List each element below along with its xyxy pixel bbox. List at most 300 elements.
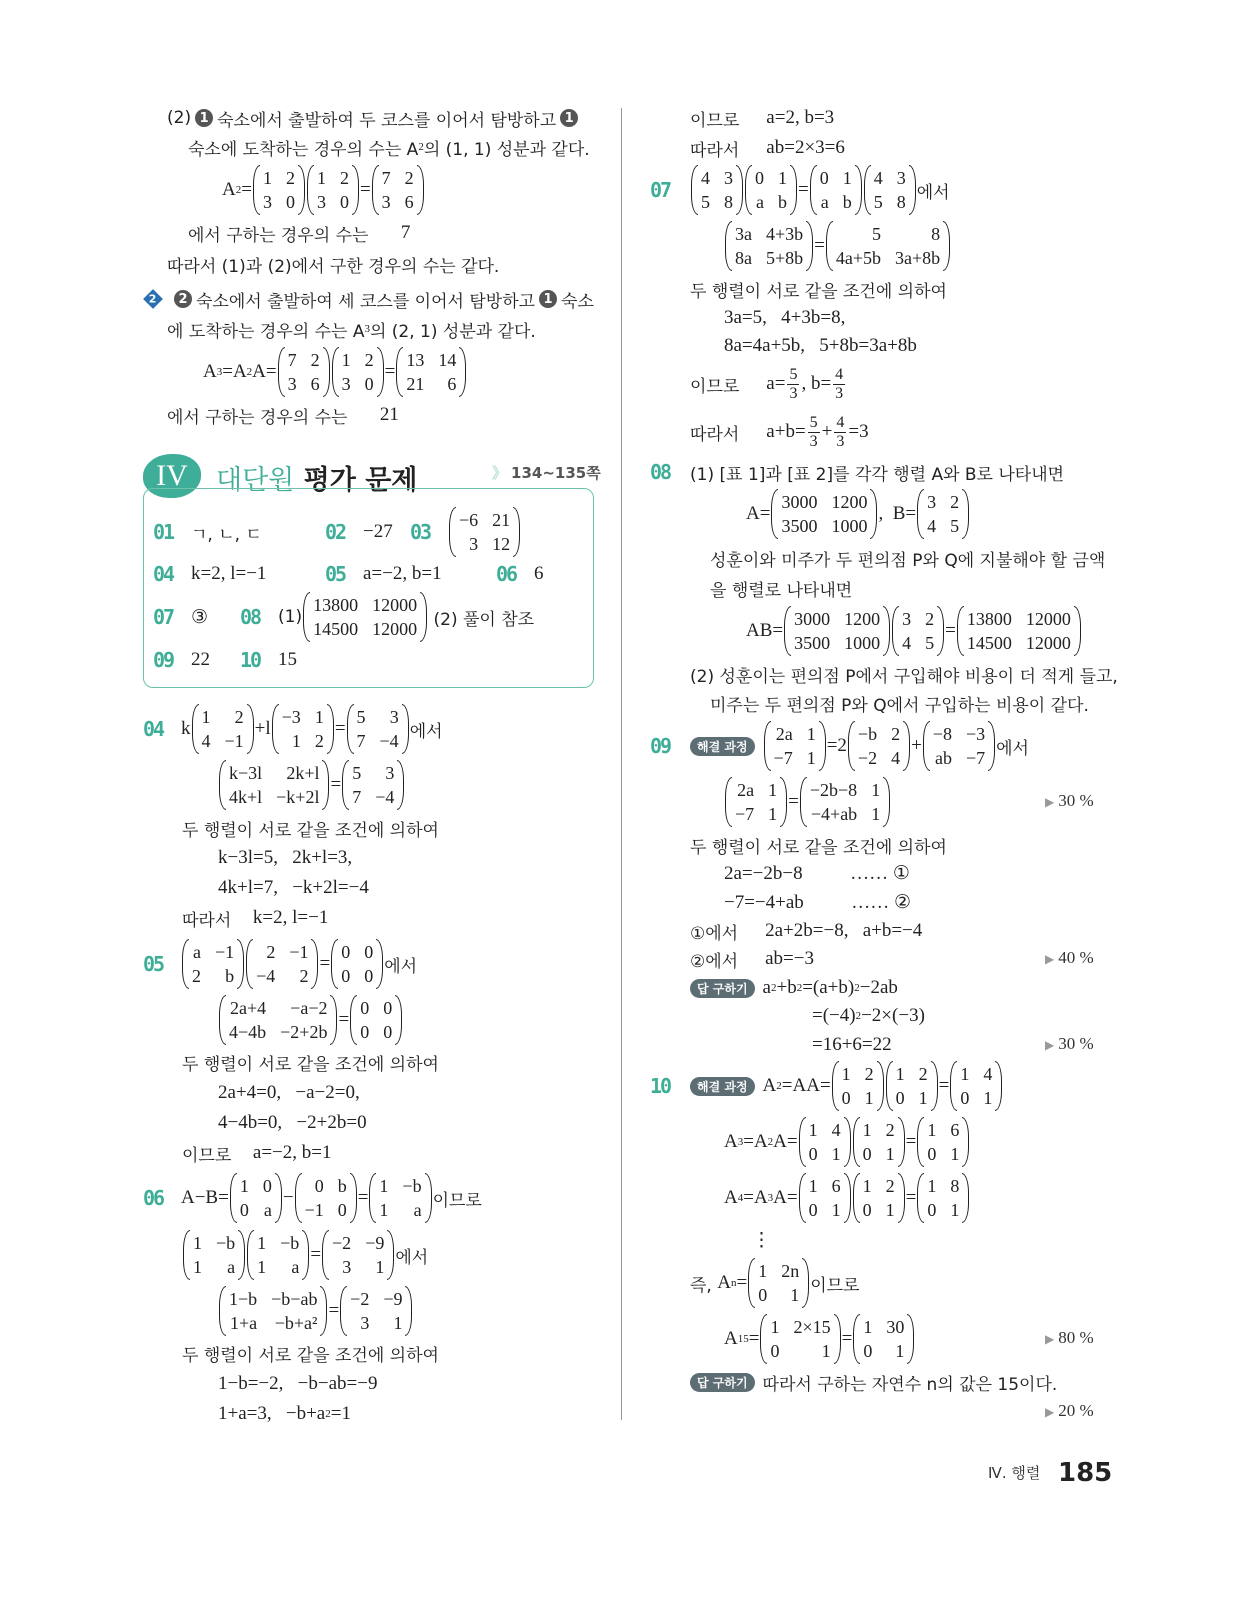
text: 이므로 (690, 110, 767, 131)
matrix-cell: 1 (864, 1088, 874, 1108)
matrix-cell: 7 (381, 168, 391, 188)
text: 두 행렬이 서로 같을 조건에 의하여 (182, 1345, 439, 1366)
matrix-cell: −k+2l (276, 787, 320, 807)
left-paren (322, 1230, 329, 1280)
math-text: 3a=5, 4+3b=8, (724, 307, 846, 328)
right-paren (323, 347, 330, 397)
denominator: 3 (835, 384, 844, 402)
right-paren (883, 606, 890, 656)
matrix-cell: 3 (389, 707, 399, 727)
matrix-cell: 12000 (372, 619, 418, 639)
matrix-cell: 4 (873, 168, 883, 188)
matrix (247, 1230, 309, 1280)
step-badge: 답 구하기 (690, 1373, 755, 1392)
right-paren (237, 939, 244, 989)
matrix-cell: 5 (352, 763, 362, 783)
math-text: = (241, 179, 252, 200)
matrix-cell: 2 (299, 966, 309, 986)
matrix-cells (379, 165, 417, 215)
matrix-cell: 3 (287, 374, 297, 394)
matrix-cells (314, 165, 352, 215)
matrix-cell: 1 (379, 1200, 389, 1220)
matrix (691, 165, 743, 215)
matrix-cell: 4 (831, 1120, 841, 1140)
matrix-cell: 3 (360, 1313, 370, 1333)
fraction (787, 366, 799, 403)
math-text: = (328, 1300, 340, 1321)
right-paren (397, 760, 404, 810)
text-line (724, 224, 951, 268)
left-paren (799, 1117, 806, 1167)
left-paren (917, 489, 924, 539)
left-paren (396, 347, 403, 397)
math-text: a=2, b=3 (766, 107, 835, 128)
math-text: 8a=4a+5b, 5+8b=3a+8b (724, 335, 917, 356)
matrix-cell: 1 (257, 1257, 267, 1277)
step-badge: 해결 과정 (690, 737, 755, 756)
matrix-cell: 1 (262, 168, 272, 188)
matrix-cells (279, 704, 327, 754)
math-text: 21 (379, 404, 399, 425)
matrix-cell: 8 (724, 192, 733, 212)
step-badge: 해결 과정 (690, 1077, 755, 1096)
left-paren (278, 347, 285, 397)
matrix-cell: 2 (891, 724, 901, 744)
math-text: A (724, 1328, 738, 1349)
left-paren (182, 939, 189, 989)
superscript: 3 (216, 366, 223, 378)
matrix-cell: 2 (885, 1176, 895, 1196)
matrix-cells (354, 704, 402, 754)
matrix-cell: 4a+5b (835, 248, 882, 268)
score-percent: ▶ 30 % (1045, 1034, 1094, 1054)
matrix-cell: 3 (927, 492, 937, 512)
problem-number: 06 (496, 562, 517, 586)
matrix (764, 721, 826, 771)
score-percent: ▶ 80 % (1045, 1328, 1094, 1348)
matrix-cell: 2 (266, 942, 276, 962)
right-paren (907, 1314, 914, 1364)
matrix-cell: 1 (393, 1313, 403, 1333)
math-text: −2ab (859, 977, 898, 998)
left-paren (192, 704, 199, 754)
math-text: 1+a=3, −b+a (218, 1403, 326, 1424)
matrix-cell: 1 (770, 1317, 780, 1337)
superscript: 2 (767, 1136, 774, 1148)
matrix-cell: 1 (918, 1088, 928, 1108)
text: 이므로 (810, 1275, 860, 1296)
text-line (746, 609, 1082, 653)
matrix-cells (285, 347, 323, 397)
text-line (182, 811, 439, 845)
matrix-cells (329, 1230, 387, 1280)
matrix-cell: 3 (342, 1257, 352, 1277)
right-paren (909, 165, 916, 215)
text-line (710, 686, 1089, 720)
matrix-cell: 14500 (966, 633, 1012, 653)
matrix (322, 1230, 394, 1280)
matrix-cell: 0 (819, 168, 829, 188)
matrix-cell: a (756, 192, 764, 212)
matrix-cell: 3a+8b (895, 248, 941, 268)
math-text: +b (776, 977, 797, 998)
matrix-cell: 3 (902, 609, 912, 629)
matrix-cells (349, 760, 397, 810)
text-line (746, 492, 970, 536)
right-paren (898, 1173, 905, 1223)
matrix-cell: 1 (862, 1176, 872, 1196)
right-paren (802, 1258, 809, 1308)
matrix-cells (338, 939, 376, 989)
left-paren (340, 1286, 347, 1336)
matrix-cells (226, 760, 322, 810)
right-paren (898, 1117, 905, 1167)
text-line (690, 131, 845, 165)
text: 숙소에서 출발하여 두 코스를 이어서 탐방하고 (217, 110, 557, 131)
matrix-cell: 1 (379, 1176, 389, 1196)
text-line (240, 643, 297, 677)
left-paren (950, 1061, 957, 1111)
matrix-cells (698, 165, 736, 215)
left-paren (826, 221, 833, 271)
matrix-cell: 21 (406, 374, 425, 394)
math-text: 4k+l=7, −k+2l=−4 (218, 877, 369, 898)
text-line (218, 1289, 413, 1333)
text-line (410, 510, 521, 554)
math-text: =A (222, 361, 247, 382)
left-paren (295, 1173, 302, 1223)
text: ②에서 (690, 951, 766, 972)
matrix (725, 221, 813, 271)
matrix-cell: 0 (770, 1341, 780, 1361)
text-line (218, 1106, 367, 1140)
text: 에서 (384, 956, 418, 977)
matrix (725, 777, 787, 827)
circled-number-icon: 1 (195, 109, 213, 127)
matrix (347, 704, 409, 754)
matrix-cell: 5+8b (766, 248, 804, 268)
matrix-cell: −7 (735, 804, 755, 824)
matrix-cells (860, 1117, 898, 1167)
matrix-cell: 2 (950, 492, 960, 512)
matrix-cell: 8a (735, 248, 752, 268)
matrix-cells (930, 721, 988, 771)
left-paren (748, 1258, 755, 1308)
right-paren (275, 1173, 282, 1223)
text-line (650, 724, 1029, 768)
left-paren (331, 939, 338, 989)
right-paren (298, 165, 305, 215)
problem-number: 08 (240, 605, 261, 629)
matrix-cell: 5 (925, 633, 935, 653)
matrix (307, 165, 359, 215)
denominator: 3 (809, 432, 818, 450)
matrix (923, 721, 995, 771)
matrix-cell: 2 (864, 1064, 874, 1084)
matrix-cell: 0 (364, 374, 374, 394)
matrix-cell: 1000 (844, 633, 881, 653)
matrix-cells (924, 489, 962, 539)
left-paren (342, 760, 349, 810)
right-paren (870, 489, 877, 539)
right-paren (844, 1173, 851, 1223)
matrix-cell: 4 (701, 168, 710, 188)
text-line (724, 1176, 970, 1220)
problem-number: 09 (650, 734, 671, 758)
matrix-cell: 1 (821, 1341, 831, 1361)
matrix-cell: 2 (885, 1120, 895, 1140)
matrix (219, 1286, 327, 1336)
matrix-cell: 1 (960, 1064, 970, 1084)
matrix-cell: 0 (758, 1285, 768, 1305)
matrix (278, 347, 330, 397)
matrix (183, 1230, 245, 1280)
matrix-cells (189, 939, 237, 989)
matrix-cell: 2k+l (286, 763, 320, 783)
matrix (848, 721, 910, 771)
matrix-cell: 6 (310, 374, 320, 394)
math-text: = (357, 1187, 369, 1208)
matrix (332, 347, 384, 397)
superscript: 2 (235, 184, 242, 196)
math-text: =(a+b) (802, 977, 855, 998)
superscript: 3 (767, 1192, 774, 1204)
matrix-cells (791, 606, 883, 656)
matrix (295, 1173, 357, 1223)
math-text: A= (252, 361, 277, 382)
matrix-cells (839, 1061, 877, 1111)
matrix (396, 347, 466, 397)
text: 에서 구하는 경우의 수는 (188, 225, 401, 246)
matrix-cells (771, 721, 819, 771)
matrix-cell: 4 (927, 516, 937, 536)
matrix-cell: 2 (310, 350, 320, 370)
matrix-cell: 8 (931, 224, 941, 244)
matrix-cell: 1 (375, 1257, 385, 1277)
text: 숙소 (561, 291, 594, 312)
math-text: =3 (848, 421, 869, 442)
math-text: −27 (363, 521, 393, 542)
text-line (182, 1045, 439, 1079)
matrix-cell: 0 (262, 1176, 272, 1196)
right-paren (806, 221, 813, 271)
matrix (810, 165, 862, 215)
denominator: 3 (836, 432, 845, 450)
math-text: =2 (826, 735, 847, 756)
matrix-cell: 1 (983, 1088, 993, 1108)
matrix-cell: −2 (332, 1233, 352, 1253)
matrix-cell: −4+ab (810, 804, 858, 824)
matrix-cell: 1 (790, 1285, 800, 1305)
text: 숙소에서 출발하여 세 코스를 이어서 탐방하고 (196, 291, 536, 312)
matrix-cells (752, 165, 790, 215)
right-paren (937, 606, 944, 656)
left-paren (853, 1117, 860, 1167)
matrix (253, 165, 305, 215)
matrix-cell: −2 (350, 1289, 370, 1309)
matrix-cells (339, 347, 377, 397)
matrix-cell: b (778, 192, 787, 212)
matrix (864, 165, 916, 215)
matrix-cell: 3 (341, 374, 351, 394)
matrix-cell: 1 (871, 804, 881, 824)
right-paren (376, 939, 383, 989)
matrix-cell: 3 (896, 168, 906, 188)
right-paren (790, 165, 797, 215)
matrix-cell: 1 (341, 350, 351, 370)
math-text: 2a+2b=−8, a+b=−4 (765, 920, 923, 941)
matrix-cells (376, 1173, 424, 1223)
text-line (182, 1336, 439, 1370)
matrix-cell: −b (857, 724, 878, 744)
text-line (222, 168, 425, 212)
text-line (218, 1397, 351, 1431)
matrix-cell: 6 (950, 1120, 960, 1140)
matrix (917, 1173, 969, 1223)
math-text: −7=−4+ab …… ② (724, 891, 912, 913)
matrix-cell: b (225, 966, 235, 986)
text-line (325, 557, 442, 591)
matrix-cell: 1 (758, 1261, 768, 1281)
right-paren (377, 347, 384, 397)
matrix-cell: 7 (287, 350, 297, 370)
left-paren (810, 165, 817, 215)
matrix (272, 704, 334, 754)
matrix-cell: 2 (314, 731, 324, 751)
matrix-cell: 0 (337, 1200, 347, 1220)
matrix-cells (403, 347, 459, 397)
matrix-cells (778, 489, 870, 539)
math-text: = (938, 1075, 950, 1096)
problem-number: 03 (410, 520, 431, 544)
matrix-cell: 1 (291, 731, 301, 751)
matrix-cell: 1 (895, 1064, 905, 1084)
matrix-cell: −6 (459, 510, 479, 530)
numerator: 4 (835, 365, 844, 383)
right-paren (780, 777, 787, 827)
text: 에 도착하는 경우의 수는 A (167, 321, 365, 342)
text-line (812, 1028, 892, 1062)
text-line (143, 282, 594, 316)
text-line (182, 901, 328, 935)
math-text: A−B= (181, 1187, 229, 1208)
matrix-cell: 0 (960, 1088, 970, 1108)
matrix-cell: −b (280, 1233, 300, 1253)
problem-number: 10 (650, 1074, 671, 1098)
matrix-cell: 1 (885, 1200, 895, 1220)
right-paren (819, 721, 826, 771)
score-percent: ▶ 30 % (1045, 791, 1094, 811)
matrix-cell: 8 (950, 1176, 960, 1196)
numerator: 5 (809, 413, 818, 431)
footer-chapter: Ⅳ. 행렬 (988, 1464, 1041, 1482)
left-paren (347, 704, 354, 754)
matrix-cell: 12 (492, 534, 511, 554)
left-paren (771, 489, 778, 539)
matrix-cell: 1 (778, 168, 787, 188)
right-paren (238, 1230, 245, 1280)
matrix (853, 1314, 914, 1364)
text-line (153, 643, 210, 677)
problem-number: 09 (153, 648, 174, 672)
matrix-cell: 5 (872, 224, 882, 244)
matrix (917, 489, 969, 539)
text: ①에서 (690, 923, 766, 944)
matrix-cell: 1 (862, 1120, 872, 1140)
superscript: 2 (770, 982, 777, 994)
matrix-cell: 3000 (794, 609, 831, 629)
matrix (219, 760, 329, 810)
right-paren (844, 1117, 851, 1167)
matrix-cells (860, 1314, 907, 1364)
matrix-cells (226, 995, 330, 1045)
math-text: ⋮ (752, 1229, 771, 1251)
text: ㄱ, ㄴ, ㄷ (191, 524, 262, 545)
text: 미주는 두 편의점 P와 Q에서 구입하는 비용이 같다. (710, 695, 1089, 716)
matrix-cells (190, 1230, 238, 1280)
problem-number: 05 (143, 952, 164, 976)
left-paren (760, 1314, 767, 1364)
left-paren (272, 704, 279, 754)
math-text: 6 (534, 563, 544, 584)
left-paren (853, 1173, 860, 1223)
text-line (650, 455, 1064, 489)
text-line (182, 1136, 331, 1170)
text-line (188, 216, 410, 250)
text: 의 (2, 1) 성분과 같다. (369, 321, 536, 342)
math-text: a=−2, b=1 (363, 563, 442, 584)
left-paren (892, 606, 899, 656)
matrix-cell: −1 (215, 942, 235, 962)
math-text: , B= (878, 503, 917, 524)
matrix-cell: −4 (375, 787, 395, 807)
left-paren (230, 1173, 237, 1223)
math-text: = (310, 1244, 322, 1265)
text: 두 행렬이 서로 같을 조건에 의하여 (182, 1054, 439, 1075)
math-text: =AA= (781, 1075, 831, 1096)
right-paren (311, 939, 318, 989)
text: 성훈이와 미주가 두 편의점 P와 Q에 지불해야 할 금액 (710, 550, 1106, 571)
matrix-cell: 1 (871, 780, 881, 800)
matrix-cell: 12000 (372, 595, 418, 615)
matrix-cell: 21 (492, 510, 511, 530)
matrix-cells (964, 606, 1074, 656)
left-paren (800, 777, 807, 827)
problem-number: 10 (240, 648, 261, 672)
matrix-cell: 0 (808, 1144, 818, 1164)
matrix-cell: 1 (950, 1144, 960, 1164)
matrix (917, 1117, 969, 1167)
matrix-cells (199, 704, 247, 754)
matrix-cell: 4+3b (766, 224, 804, 244)
math-text: =A (743, 1131, 768, 1152)
matrix-cell: 1 (895, 1341, 905, 1361)
matrix-cell: 3 (316, 192, 326, 212)
matrix-cell: 1 (806, 748, 816, 768)
right-paren (834, 1314, 841, 1364)
matrix-cell: 0 (841, 1088, 851, 1108)
matrix-cell: 12000 (1025, 609, 1071, 629)
matrix (219, 995, 337, 1045)
math-text: = (319, 953, 331, 974)
matrix-cell: 0 (314, 1176, 324, 1196)
right-paren (903, 721, 910, 771)
text-line (143, 942, 418, 986)
matrix-cell: 0 (895, 1088, 905, 1108)
matrix-cell: 2 (925, 609, 935, 629)
diamond-number-icon (143, 289, 163, 309)
math-text: = (384, 361, 396, 382)
